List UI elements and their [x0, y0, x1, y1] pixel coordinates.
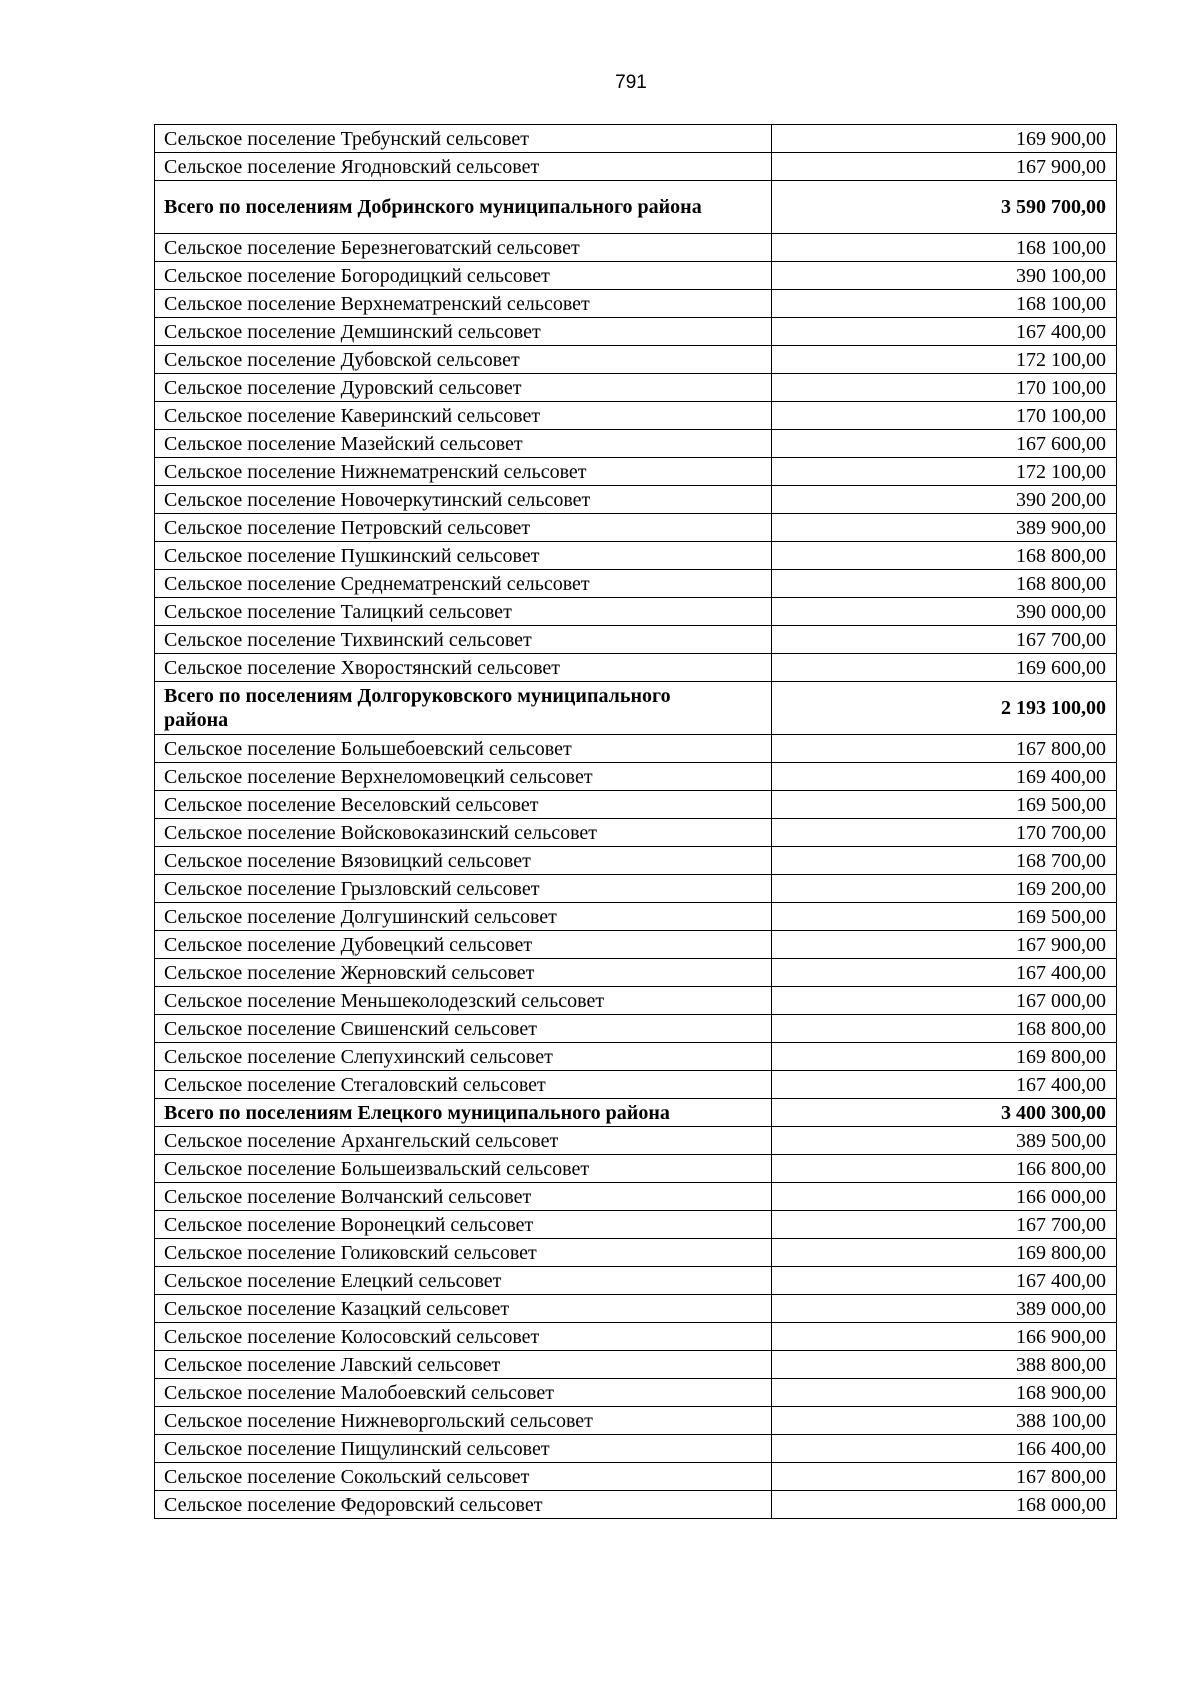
settlement-name: Сельское поселение Дубовской сельсовет	[155, 346, 772, 374]
table-row	[155, 570, 1117, 598]
settlement-amount: 167 700,00	[772, 626, 1117, 654]
settlement-amount: 168 800,00	[772, 570, 1117, 598]
settlement-name: Сельское поселение Нижнематренский сельсовет	[155, 458, 772, 486]
settlement-amount: 168 000,00	[772, 1491, 1117, 1519]
table-row	[155, 430, 1117, 458]
settlement-name: Сельское поселение Верхнеломовецкий сельсовет	[155, 763, 772, 791]
settlement-amount: 167 900,00	[772, 931, 1117, 959]
table-row	[155, 1015, 1117, 1043]
table-row	[155, 125, 1117, 153]
settlement-amount: 166 900,00	[772, 1323, 1117, 1351]
settlement-name: Сельское поселение Большебоевский сельсовет	[155, 735, 772, 763]
settlement-amount: 167 400,00	[772, 959, 1117, 987]
settlement-name: Сельское поселение Голиковский сельсовет	[155, 1239, 772, 1267]
settlement-amount: 166 400,00	[772, 1435, 1117, 1463]
table-row	[155, 987, 1117, 1015]
settlement-name: Сельское поселение Грызловский сельсовет	[155, 875, 772, 903]
district-total-label: Всего по поселениям Елецкого муниципального района	[155, 1099, 772, 1127]
settlement-amount: 169 800,00	[772, 1043, 1117, 1071]
table-row	[155, 486, 1117, 514]
settlement-name: Сельское поселение Сокольский сельсовет	[155, 1463, 772, 1491]
settlement-amount: 167 900,00	[772, 153, 1117, 181]
table-row	[155, 262, 1117, 290]
table-row	[155, 819, 1117, 847]
settlement-amount: 167 800,00	[772, 735, 1117, 763]
settlement-amount: 169 500,00	[772, 903, 1117, 931]
settlement-name: Сельское поселение Войсковоказинский сельсовет	[155, 819, 772, 847]
table-row	[155, 1239, 1117, 1267]
table-row	[155, 847, 1117, 875]
table-row	[155, 153, 1117, 181]
settlement-name: Сельское поселение Новочеркутинский сельсовет	[155, 486, 772, 514]
settlement-name: Сельское поселение Хворостянский сельсовет	[155, 654, 772, 682]
settlement-name: Сельское поселение Среднематренский сельсовет	[155, 570, 772, 598]
settlement-amount: 167 400,00	[772, 1267, 1117, 1295]
settlement-name: Сельское поселение Петровский сельсовет	[155, 514, 772, 542]
settlement-amount: 172 100,00	[772, 346, 1117, 374]
table-row	[155, 234, 1117, 262]
settlement-amount: 389 000,00	[772, 1295, 1117, 1323]
table-row	[155, 875, 1117, 903]
settlement-amount: 168 800,00	[772, 1015, 1117, 1043]
settlement-name: Сельское поселение Березнеговатский сельсовет	[155, 234, 772, 262]
settlement-amount: 168 800,00	[772, 542, 1117, 570]
district-total-row	[155, 1099, 1117, 1127]
settlement-name: Сельское поселение Верхнематренский сельсовет	[155, 290, 772, 318]
settlement-name: Сельское поселение Дубовецкий сельсовет	[155, 931, 772, 959]
table-row	[155, 763, 1117, 791]
settlement-amount: 166 000,00	[772, 1183, 1117, 1211]
table-row	[155, 458, 1117, 486]
table-row	[155, 1491, 1117, 1519]
table-row	[155, 1211, 1117, 1239]
settlement-amount: 390 200,00	[772, 486, 1117, 514]
settlement-amount: 169 600,00	[772, 654, 1117, 682]
table-row	[155, 318, 1117, 346]
table-row	[155, 402, 1117, 430]
settlement-name: Сельское поселение Тихвинский сельсовет	[155, 626, 772, 654]
settlement-name: Сельское поселение Нижневоргольский сельсовет	[155, 1407, 772, 1435]
table-row	[155, 959, 1117, 987]
table-row	[155, 1267, 1117, 1295]
table-row	[155, 1155, 1117, 1183]
settlement-amount: 168 900,00	[772, 1379, 1117, 1407]
table-row	[155, 374, 1117, 402]
settlement-amount: 390 000,00	[772, 598, 1117, 626]
settlement-amount: 170 700,00	[772, 819, 1117, 847]
settlement-name: Сельское поселение Пушкинский сельсовет	[155, 542, 772, 570]
district-total-amount: 3 590 700,00	[772, 181, 1117, 234]
allocation-table	[154, 124, 1117, 1519]
settlement-name: Сельское поселение Ягодновский сельсовет	[155, 153, 772, 181]
settlement-name: Сельское поселение Богородицкий сельсовет	[155, 262, 772, 290]
table-row	[155, 514, 1117, 542]
settlement-amount: 167 000,00	[772, 987, 1117, 1015]
table-row	[155, 290, 1117, 318]
settlement-name: Сельское поселение Жерновский сельсовет	[155, 959, 772, 987]
settlement-amount: 172 100,00	[772, 458, 1117, 486]
settlement-amount: 166 800,00	[772, 1155, 1117, 1183]
settlement-name: Сельское поселение Свишенский сельсовет	[155, 1015, 772, 1043]
settlement-name: Сельское поселение Малобоевский сельсовет	[155, 1379, 772, 1407]
settlement-name: Сельское поселение Волчанский сельсовет	[155, 1183, 772, 1211]
settlement-amount: 169 900,00	[772, 125, 1117, 153]
settlement-name: Сельское поселение Большеизвальский сельсовет	[155, 1155, 772, 1183]
settlement-amount: 168 100,00	[772, 290, 1117, 318]
table-row	[155, 346, 1117, 374]
settlement-amount: 390 100,00	[772, 262, 1117, 290]
table-row	[155, 1043, 1117, 1071]
table-row	[155, 598, 1117, 626]
settlement-name: Сельское поселение Требунский сельсовет	[155, 125, 772, 153]
table-row	[155, 735, 1117, 763]
settlement-amount: 168 100,00	[772, 234, 1117, 262]
table-row	[155, 1351, 1117, 1379]
table-row	[155, 903, 1117, 931]
table-row	[155, 542, 1117, 570]
settlement-name: Сельское поселение Казацкий сельсовет	[155, 1295, 772, 1323]
settlement-name: Сельское поселение Дуровский сельсовет	[155, 374, 772, 402]
settlement-name: Сельское поселение Елецкий сельсовет	[155, 1267, 772, 1295]
settlement-name: Сельское поселение Лавский сельсовет	[155, 1351, 772, 1379]
settlement-amount: 167 800,00	[772, 1463, 1117, 1491]
settlement-amount: 167 700,00	[772, 1211, 1117, 1239]
table-row	[155, 654, 1117, 682]
settlement-amount: 170 100,00	[772, 402, 1117, 430]
table-row	[155, 1407, 1117, 1435]
table-row	[155, 791, 1117, 819]
district-total-label: Всего по поселениям Добринского муниципального района	[155, 181, 772, 234]
allocation-table-body	[155, 125, 1117, 1519]
settlement-amount: 167 600,00	[772, 430, 1117, 458]
settlement-name: Сельское поселение Талицкий сельсовет	[155, 598, 772, 626]
district-total-label: Всего по поселениям Долгоруковского муниципального района	[155, 682, 772, 735]
settlement-amount: 389 900,00	[772, 514, 1117, 542]
settlement-name: Сельское поселение Колосовский сельсовет	[155, 1323, 772, 1351]
settlement-name: Сельское поселение Долгушинский сельсовет	[155, 903, 772, 931]
settlement-name: Сельское поселение Стегаловский сельсовет	[155, 1071, 772, 1099]
settlement-name: Сельское поселение Пищулинский сельсовет	[155, 1435, 772, 1463]
settlement-name: Сельское поселение Архангельский сельсовет	[155, 1127, 772, 1155]
settlement-name: Сельское поселение Мазейский сельсовет	[155, 430, 772, 458]
table-row	[155, 1323, 1117, 1351]
settlement-name: Сельское поселение Меньшеколодезский сельсовет	[155, 987, 772, 1015]
table-row	[155, 1435, 1117, 1463]
table-row	[155, 1379, 1117, 1407]
settlement-name: Сельское поселение Каверинский сельсовет	[155, 402, 772, 430]
table-row	[155, 626, 1117, 654]
district-total-amount: 2 193 100,00	[772, 682, 1117, 735]
settlement-amount: 169 200,00	[772, 875, 1117, 903]
settlement-name: Сельское поселение Федоровский сельсовет	[155, 1491, 772, 1519]
settlement-amount: 388 100,00	[772, 1407, 1117, 1435]
settlement-amount: 167 400,00	[772, 318, 1117, 346]
table-row	[155, 1071, 1117, 1099]
settlement-name: Сельское поселение Демшинский сельсовет	[155, 318, 772, 346]
settlement-amount: 169 400,00	[772, 763, 1117, 791]
settlement-amount: 388 800,00	[772, 1351, 1117, 1379]
settlement-amount: 389 500,00	[772, 1127, 1117, 1155]
table-row	[155, 931, 1117, 959]
district-total-row	[155, 682, 1117, 735]
table-row	[155, 1295, 1117, 1323]
table-row	[155, 1183, 1117, 1211]
settlement-name: Сельское поселение Вязовицкий сельсовет	[155, 847, 772, 875]
page-number: 791	[615, 72, 647, 93]
settlement-amount: 169 500,00	[772, 791, 1117, 819]
settlement-name: Сельское поселение Воронецкий сельсовет	[155, 1211, 772, 1239]
table-row	[155, 1127, 1117, 1155]
settlement-amount: 170 100,00	[772, 374, 1117, 402]
settlement-name: Сельское поселение Веселовский сельсовет	[155, 791, 772, 819]
district-total-row	[155, 181, 1117, 234]
settlement-amount: 169 800,00	[772, 1239, 1117, 1267]
settlement-amount: 168 700,00	[772, 847, 1117, 875]
district-total-amount: 3 400 300,00	[772, 1099, 1117, 1127]
settlement-name: Сельское поселение Слепухинский сельсовет	[155, 1043, 772, 1071]
settlement-amount: 167 400,00	[772, 1071, 1117, 1099]
table-row	[155, 1463, 1117, 1491]
